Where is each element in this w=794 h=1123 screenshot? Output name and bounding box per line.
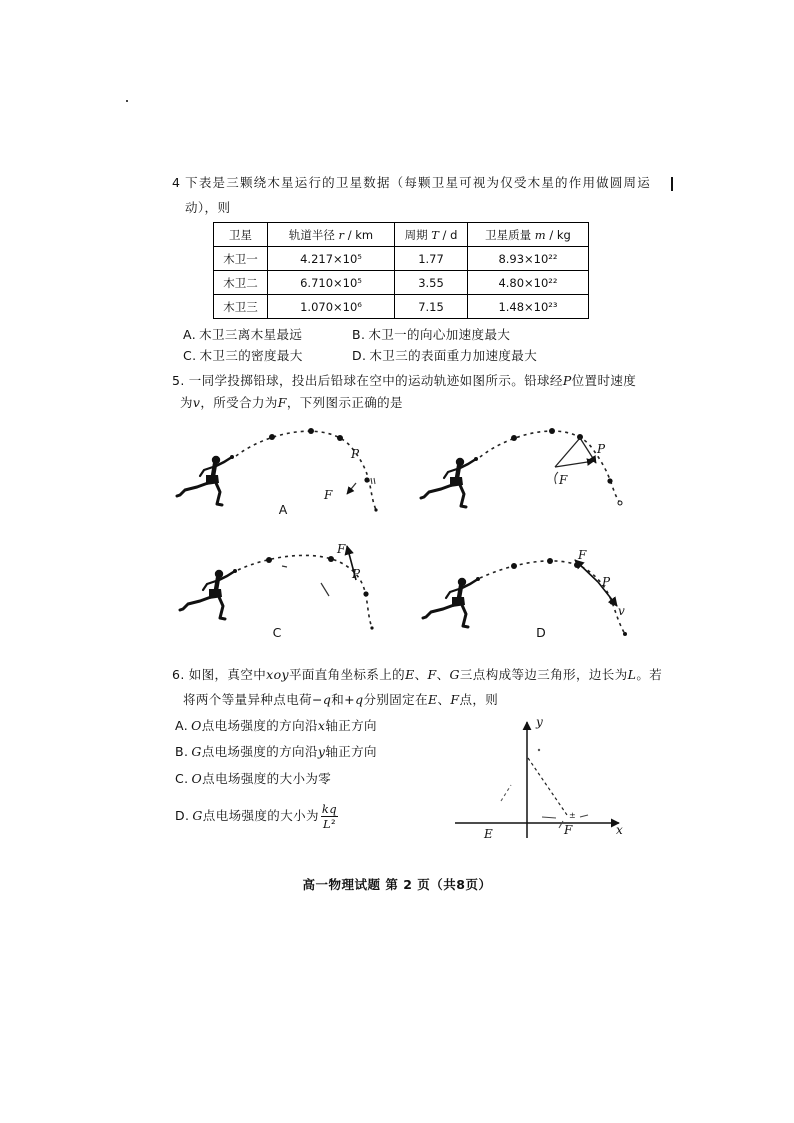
- math-variable: F: [450, 692, 460, 707]
- math-variable: L: [322, 817, 331, 831]
- math-variable: q: [355, 692, 364, 707]
- text-run: 点电场强度的方向沿: [201, 718, 318, 733]
- header-label: [485, 228, 571, 242]
- option-text: 木卫一的向心加速度最大: [368, 327, 511, 342]
- q4-option-c: [183, 348, 303, 364]
- stem-text: [180, 395, 403, 410]
- math-variable: xoy: [266, 667, 289, 682]
- table-header-cell: [395, 223, 468, 247]
- y-axis-label: y: [536, 715, 543, 729]
- math-variable: G: [192, 808, 203, 823]
- option-text: [191, 744, 377, 759]
- force-arrow: [555, 461, 594, 467]
- q5-stem-line-2: [180, 395, 403, 411]
- point-p-label: P: [352, 567, 361, 581]
- text-run: 、: [436, 667, 450, 682]
- table-cell-radius: 1.070×10⁶: [268, 295, 395, 319]
- point-g-mark: [538, 749, 540, 751]
- q5-stem-line-1: [172, 373, 636, 389]
- option-letter: A.: [183, 327, 197, 342]
- figure-d: [423, 548, 627, 640]
- table-cell-mass: 1.48×10²³: [468, 295, 589, 319]
- point-p-label: P: [597, 442, 606, 456]
- shot-dot: [269, 434, 275, 440]
- velocity-arrow: [580, 438, 596, 463]
- point-e-label: E: [484, 827, 493, 841]
- text-run: 卫星质量: [485, 227, 535, 242]
- figure-label: C: [272, 625, 282, 640]
- figure-b: [421, 428, 622, 507]
- q4-option-d: [352, 348, 537, 364]
- math-variable: E: [405, 667, 415, 682]
- text-run: 点电场强度的方向沿: [201, 744, 318, 759]
- text-run: 点电场强度的大小为零: [202, 771, 332, 786]
- shot-dot: [364, 477, 369, 482]
- option-text: [191, 718, 377, 733]
- q6-option-a: [175, 718, 377, 734]
- text-run: / km: [344, 227, 374, 242]
- stem-text: [189, 373, 636, 388]
- shot-dot: [623, 632, 627, 636]
- math-variable: O: [191, 718, 202, 733]
- math-variable: T: [431, 227, 439, 242]
- math-variable: x: [317, 718, 326, 733]
- shot-dot: [607, 478, 612, 483]
- option-letter: A.: [175, 718, 189, 733]
- math-variable: G: [191, 744, 202, 759]
- math-variable: m: [534, 227, 546, 242]
- text-run: ，所受合力为: [200, 395, 278, 410]
- table-header-cell: [268, 223, 395, 247]
- fraction-numerator: [321, 803, 338, 817]
- shot-dot: [328, 556, 334, 562]
- text-run: 轴正方向: [325, 718, 377, 733]
- text-run: 和+: [331, 692, 356, 707]
- text-run: 点电场强度的大小为: [202, 808, 319, 823]
- vector-line: [555, 438, 580, 467]
- q6-option-d: [175, 803, 338, 830]
- text-run: 分别固定在: [363, 692, 428, 707]
- math-variable: y: [317, 744, 326, 759]
- q6-option-b: [175, 744, 377, 760]
- text-run: 轨道半径: [288, 227, 339, 242]
- option-letter: D.: [352, 348, 367, 363]
- scan-mark: [559, 821, 563, 828]
- shot-dot: [363, 591, 368, 596]
- math-variable: kq: [321, 802, 338, 816]
- math-variable: r: [338, 227, 345, 242]
- table-cell-radius: 6.710×10⁵: [268, 271, 395, 295]
- math-variable: P: [562, 373, 572, 388]
- scan-mark: [321, 583, 329, 596]
- athlete-figure: [180, 569, 237, 619]
- text-run: 、: [414, 667, 428, 682]
- table-cell-mass: 8.93×10²²: [468, 247, 589, 271]
- header-label: [289, 228, 373, 242]
- text-run: / kg: [545, 227, 571, 242]
- shot-dot: [308, 428, 314, 434]
- table-header-cell: [214, 223, 268, 247]
- stem-text: [189, 667, 662, 682]
- x-axis-label: x: [616, 823, 623, 837]
- math-variable: O: [191, 771, 203, 786]
- q6-coordinate-diagram: [455, 715, 623, 841]
- velocity-label: v: [618, 604, 625, 618]
- force-label: F: [337, 542, 346, 556]
- table-header-row: [214, 223, 589, 247]
- force-arrow: [347, 483, 356, 494]
- stem-text: [183, 692, 498, 707]
- shot-dot: [511, 435, 517, 441]
- math-variable: E: [427, 692, 438, 707]
- q4-option-a: [183, 327, 302, 343]
- table-cell-satellite: 木卫三: [214, 295, 268, 319]
- stem-text: [185, 200, 230, 215]
- q4-stem-line-2: [185, 200, 230, 216]
- force-label: F: [559, 473, 568, 487]
- header-label: [229, 228, 252, 242]
- text-run: 动），则: [185, 200, 231, 215]
- option-text: 木卫三的表面重力加速度最大: [369, 348, 538, 363]
- shot-dot: [547, 558, 553, 564]
- athlete-figure: [423, 577, 480, 627]
- table-cell-radius: 4.217×10⁵: [268, 247, 395, 271]
- dashed-line-g-f: [528, 758, 567, 815]
- option-letter: C.: [183, 348, 197, 363]
- q4-option-b: [352, 327, 510, 343]
- table-row: [214, 295, 589, 319]
- text-run: 平面直角坐标系上的: [288, 667, 406, 682]
- table-cell-mass: 4.80×10²²: [468, 271, 589, 295]
- trajectory: [480, 561, 625, 634]
- force-arrow: [575, 560, 598, 582]
- option-text: [192, 771, 332, 786]
- table-cell-period: 3.55: [395, 271, 468, 295]
- athlete-figure: [421, 457, 478, 507]
- shot-dot: [511, 563, 517, 569]
- fraction-denominator: [321, 817, 338, 830]
- table-cell-satellite: 木卫二: [214, 271, 268, 295]
- point-p-label: P: [602, 575, 611, 589]
- scan-mark: [542, 817, 556, 818]
- shot-dot: [266, 557, 272, 563]
- shot-dot: [374, 508, 377, 511]
- scan-mark: [580, 815, 588, 817]
- page-footer: 高一物理试题 第 2 页（共8页）: [302, 877, 492, 892]
- math-variable: G: [449, 667, 460, 682]
- table-row: [214, 271, 589, 295]
- text-run: 下表是三颗绕木星运行的卫星数据（每颗卫星可视为仅受木星的作用做圆周运: [185, 175, 651, 190]
- scan-mark: [282, 566, 287, 567]
- math-variable: v: [192, 395, 201, 410]
- point-f-label: F: [564, 823, 573, 837]
- text-run: 点，则: [459, 692, 499, 707]
- fraction-kq-over-l-squared: [321, 803, 338, 830]
- satellite-data-table: [213, 222, 589, 319]
- shot-dot: [618, 501, 622, 505]
- athlete-figure: [177, 455, 234, 505]
- force-label: F: [578, 548, 587, 562]
- shot-dot: [337, 435, 343, 441]
- text-run: 轴正方向: [325, 744, 377, 759]
- option-text: 木卫三离木星最远: [199, 327, 303, 342]
- dashed-line-e-g: [501, 785, 511, 801]
- table-cell-period: 7.15: [395, 295, 468, 319]
- text-run: ，下列图示正确的是: [286, 395, 403, 410]
- figure-a: [177, 428, 378, 517]
- header-label: [405, 228, 458, 242]
- math-variable: L: [627, 667, 637, 682]
- figure-label: D: [536, 625, 546, 640]
- question-number: 4: [172, 175, 182, 190]
- trajectory: [236, 431, 376, 510]
- scan-mark: [555, 472, 558, 484]
- text-run: 位置时速度: [571, 373, 637, 388]
- stem-text: [185, 175, 651, 190]
- option-letter: D.: [175, 808, 190, 823]
- question-number: 6.: [172, 667, 185, 682]
- text-run: / d: [438, 227, 458, 242]
- option-letter: B.: [352, 327, 366, 342]
- shot-dot: [549, 428, 555, 434]
- scan-mark: [371, 478, 375, 484]
- text-run: 卫星: [229, 227, 252, 242]
- table-row: [214, 247, 589, 271]
- option-text: 木卫三的密度最大: [199, 348, 303, 363]
- figure-c: [180, 542, 374, 640]
- table-cell-satellite: 木卫一: [214, 247, 268, 271]
- text-run: ²: [330, 817, 336, 831]
- text-run: 如图，真空中: [188, 667, 267, 682]
- point-p-label: P: [351, 447, 360, 461]
- shot-dot: [370, 626, 373, 629]
- math-variable: F: [277, 395, 287, 410]
- text-run: 为: [180, 395, 193, 410]
- option-text: [192, 808, 319, 823]
- math-variable: F: [427, 667, 437, 682]
- text-run: 。若: [636, 667, 663, 682]
- text-run: 一同学投掷铅球，投出后铅球在空中的运动轨迹如图所示。铅球经: [188, 373, 563, 388]
- option-letter: C.: [175, 771, 189, 786]
- text-run: 三点构成等边三角形，边长为: [459, 667, 628, 682]
- q6-stem-line-2: [183, 692, 498, 708]
- q6-option-c: [175, 771, 331, 787]
- table-cell-period: 1.77: [395, 247, 468, 271]
- table-header-cell: [468, 223, 589, 247]
- force-label: F: [324, 488, 333, 502]
- text-run: 将两个等量异种点电荷−: [183, 692, 323, 707]
- charge-mark: ±: [569, 811, 576, 820]
- figure-label: A: [278, 502, 288, 517]
- text-run: 周期: [404, 227, 432, 242]
- q6-stem-line-1: [172, 667, 662, 683]
- text-run: 、: [437, 692, 451, 707]
- question-number: 5.: [172, 373, 185, 388]
- q4-stem-line-1: [172, 175, 651, 191]
- math-variable: q: [322, 692, 332, 707]
- option-letter: B.: [175, 744, 189, 759]
